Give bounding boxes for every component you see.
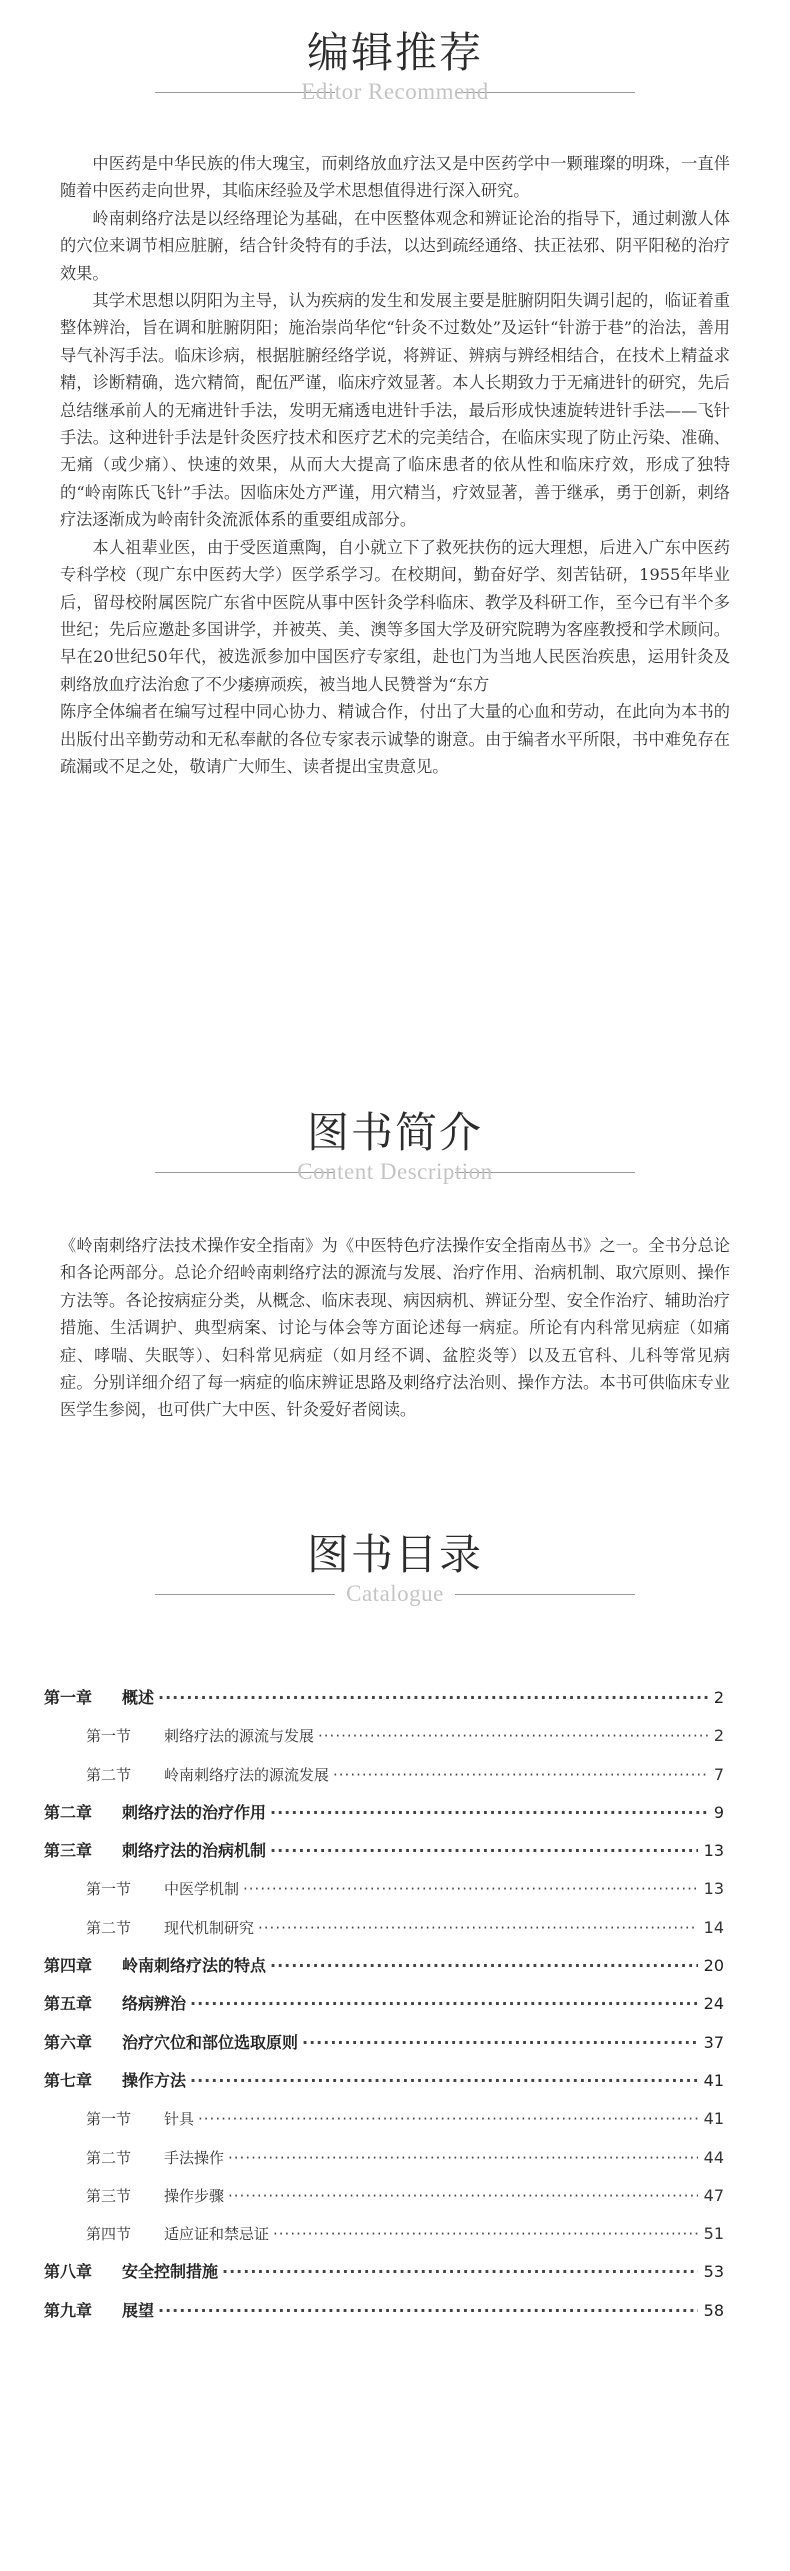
- toc-section-row: [44, 1717, 724, 1755]
- toc-leader-dots: [158, 2292, 698, 2330]
- toc-page-number: 41: [703, 2109, 724, 2129]
- toc-number: 第四章: [44, 1956, 93, 1976]
- toc-title: 概述: [122, 1688, 155, 1707]
- toc-number: 第三节: [86, 2186, 132, 2205]
- toc-leader-dots: [198, 2100, 698, 2138]
- toc-leader-dots: [228, 2139, 698, 2177]
- editor-paragraph: 陈序全体编者在编写过程中同心协力、精诚合作，付出了大量的心血和劳动，在此向为本书的出版付出辛勤劳动和无私奉献的各位专家表示诚挚的谢意。由于编者水平所限，书中难免存在疏漏或不足之处，敬请广大师生、读者提出宝贵意见。: [60, 702, 730, 776]
- toc-page-number: 20: [703, 1956, 724, 1976]
- toc-chapter-row: [44, 2024, 724, 2062]
- toc-leader-dots: [158, 1679, 708, 1717]
- toc-page-number: 13: [703, 1841, 724, 1861]
- catalogue-title: 图书目录: [306, 1530, 483, 1579]
- toc-leader-dots: [190, 1985, 698, 2023]
- editor-recommend-subtitle: Editor Recommend: [301, 79, 489, 104]
- toc-page-number: 53: [703, 2262, 724, 2282]
- toc-title: 刺络疗法的治疗作用: [122, 1802, 267, 1822]
- toc-number: 第四节: [86, 2225, 132, 2244]
- toc-page-number: 13: [703, 1879, 724, 1899]
- toc-number: 第二节: [86, 1765, 132, 1784]
- toc-title: 操作步骤: [164, 2186, 225, 2205]
- toc-title: 中医学机制: [164, 1880, 240, 1899]
- toc-section-row: [44, 2215, 724, 2253]
- toc-chapter-row: [44, 1794, 724, 1832]
- toc-number: 第二章: [44, 1802, 93, 1822]
- toc-number: 第三章: [44, 1841, 93, 1861]
- toc-leader-dots: [273, 2215, 698, 2253]
- toc-number: 第五章: [44, 1994, 93, 2014]
- content-description-heading: [0, 1108, 790, 1190]
- toc-leader-dots: [318, 1717, 708, 1755]
- toc-chapter-row: [44, 1947, 724, 1985]
- toc-title: 现代机制研究: [164, 1918, 255, 1937]
- editor-recommend-heading: [0, 28, 790, 110]
- toc-leader-dots: [228, 2177, 698, 2215]
- toc-section-row: [44, 1870, 724, 1908]
- toc-title: 络病辨治: [122, 1994, 187, 2014]
- catalogue-subtitle: Catalogue: [346, 1581, 444, 1606]
- toc-number: 第六章: [44, 2032, 93, 2052]
- toc-leader-dots: [190, 2062, 698, 2100]
- toc-title: 针具: [164, 2110, 195, 2129]
- editor-recommend-title: 编辑推荐: [306, 28, 483, 77]
- toc-number: 第二节: [86, 2148, 132, 2167]
- toc-title: 操作方法: [122, 2070, 187, 2090]
- toc-leader-dots: [270, 1794, 708, 1832]
- catalogue-heading: [0, 1530, 790, 1612]
- toc-page-number: 2: [713, 1688, 724, 1707]
- toc-page-number: 37: [703, 2032, 724, 2052]
- toc-chapter-row: [44, 1832, 724, 1870]
- toc-section-row: [44, 1756, 724, 1794]
- content-paragraph: 《岭南刺络疗法技术操作安全指南》为《中医特色疗法操作安全指南丛书》之一。全书分总论和各论两部分。总论介绍岭南刺络疗法的源流与发展、治疗作用、治病机制、取穴原则、操作方法等。各论按病症分类，从概念、临床表现、病因病机、辨证分型、安全作治疗、辅助治疗措施、生活调护、典型病案、讨论与体会等方面论述每一病症。所论有内科常见病症（如痛症、哮喘、失眠等）、妇科常见病症（如月经不调、盆腔炎等）以及五官科、儿科等常见病症。分别详细介绍了每一病症的临床辨证思路及刺络疗法治则、操作方法。本书可供临床专业医学生参阅，也可供广大中医、针灸爱好者阅读。: [60, 1236, 730, 1420]
- toc-title: 手法操作: [164, 2148, 225, 2167]
- toc-leader-dots: [243, 1870, 698, 1908]
- editor-paragraph: 其学术思想以阴阳为主导，认为疾病的发生和发展主要是脏腑阴阳失调引起的，临证着重整体辨治，旨在调和脏腑阴阳；施治崇尚华佗“针灸不过数处”及运针“针游于巷”的治法，善用导气补泻手法。临床诊病，根据脏腑经络学说，将辨证、辨病与辨经相结合，在技术上精益求精，诊断精确，选穴精简，配伍严谨，临床疗效显著。本人长期致力于无痛进针的研究，先后总结继承前人的无痛进针手法，发明无痛透电进针手法，最后形成快速旋转进针手法——飞针手法。这种进针手法是针灸医疗技术和医疗艺术的完美结合，在临床实现了防止污染、准确、无痛（或少痛）、快速的效果，从而大大提高了临床患者的依从性和临床疗效，形成了独特的“岭南陈氏飞针”手法。因临床处方严谨，用穴精当，疗效显著，善于继承，勇于创新，刺络疗法逐渐成为岭南针灸流派体系的重要组成部分。: [60, 291, 730, 530]
- editor-recommend-body: [60, 150, 730, 780]
- toc-title: 刺络疗法的源流与发展: [164, 1727, 315, 1746]
- toc-number: 第一章: [44, 1688, 93, 1707]
- toc-title: 岭南刺络疗法的源流发展: [164, 1765, 330, 1784]
- table-of-contents: [44, 1679, 724, 2330]
- toc-page-number: 9: [713, 1802, 724, 1822]
- toc-page-number: 51: [703, 2224, 724, 2244]
- toc-section-row: [44, 2100, 724, 2138]
- toc-chapter-row: [44, 2062, 724, 2100]
- toc-leader-dots: [270, 1947, 698, 1985]
- toc-page-number: 7: [713, 1764, 724, 1784]
- toc-chapter-row: [44, 2253, 724, 2291]
- toc-leader-dots: [302, 2024, 698, 2062]
- toc-number: 第一节: [86, 1727, 132, 1746]
- toc-page-number: 58: [703, 2300, 724, 2320]
- toc-page-number: 47: [703, 2185, 724, 2205]
- toc-title: 安全控制措施: [122, 2262, 219, 2282]
- toc-section-row: [44, 2177, 724, 2215]
- toc-title: 岭南刺络疗法的特点: [122, 1956, 267, 1976]
- toc-number: 第二节: [86, 1918, 132, 1937]
- editor-paragraph: 中医药是中华民族的伟大瑰宝，而刺络放血疗法又是中医药学中一颗璀璨的明珠，一直伴随着中医药走向世界，其临床经验及学术思想值得进行深入研究。: [60, 154, 730, 201]
- toc-page-number: 14: [703, 1917, 724, 1937]
- toc-title: 展望: [122, 2300, 155, 2320]
- content-description-subtitle: Content Description: [297, 1159, 493, 1184]
- toc-number: 第一节: [86, 1880, 132, 1899]
- toc-number: 第九章: [44, 2300, 93, 2320]
- toc-page-number: 44: [703, 2147, 724, 2167]
- toc-title: 刺络疗法的治病机制: [122, 1841, 267, 1861]
- toc-section-row: [44, 2139, 724, 2177]
- toc-leader-dots: [258, 1909, 698, 1947]
- toc-page-number: 2: [713, 1726, 724, 1746]
- toc-title: 治疗穴位和部位选取原则: [122, 2032, 299, 2052]
- toc-number: 第一节: [86, 2110, 132, 2129]
- toc-page-number: 41: [703, 2070, 724, 2090]
- content-description-title: 图书简介: [306, 1108, 483, 1157]
- toc-number: 第八章: [44, 2262, 93, 2282]
- toc-chapter-row: [44, 2292, 724, 2330]
- toc-leader-dots: [333, 1756, 708, 1794]
- editor-paragraph: 本人祖辈业医，由于受医道熏陶，自小就立下了救死扶伤的远大理想，后进入广东中医药专科学校（现广东中医药大学）医学系学习。在校期间，勤奋好学、刻苦钻研，1955年毕业后，留母校附属医院广东省中医院从事中医针灸学科临床、教学及科研工作，至今已有半个多世纪；先后应邀赴多国讲学，并被英、美、澳等多国大学及研究院聘为客座教授和学术顾问。早在20世纪50年代，被选派参加中国医疗专家组，赴也门为当地人民医治疾患，运用针灸及刺络放血疗法治愈了不少痿痹顽疾，被当地人民赞誉为“东方: [60, 537, 730, 694]
- toc-page-number: 24: [703, 1994, 724, 2014]
- toc-chapter-row: [44, 1679, 724, 1717]
- toc-chapter-row: [44, 1985, 724, 2023]
- toc-section-row: [44, 1909, 724, 1947]
- toc-title: 适应证和禁忌证: [164, 2225, 270, 2244]
- toc-leader-dots: [222, 2253, 698, 2291]
- editor-paragraph: 岭南刺络疗法是以经络理论为基础，在中医整体观念和辨证论治的指导下，通过刺激人体的穴位来调节相应脏腑，结合针灸特有的手法，以达到疏经通络、扶正祛邪、阴平阳秘的治疗效果。: [60, 208, 730, 283]
- toc-number: 第七章: [44, 2070, 93, 2090]
- toc-leader-dots: [270, 1832, 698, 1870]
- content-description-body: [60, 1232, 730, 1424]
